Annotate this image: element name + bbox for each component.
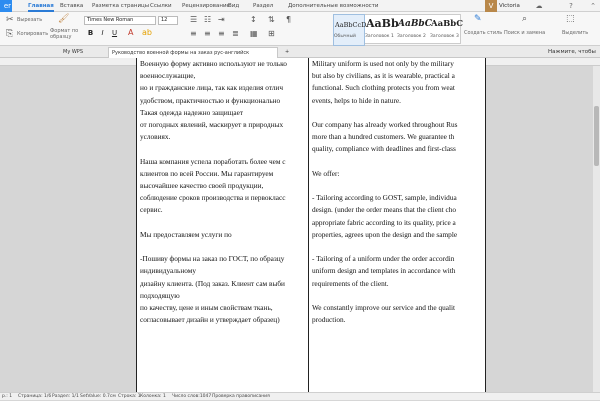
underline-button[interactable]: U	[111, 29, 118, 37]
help-icon[interactable]: ?	[569, 2, 573, 10]
borders-icon[interactable]: ⊞	[268, 29, 275, 38]
text-line: дизайну клиента. (Под заказ. Клиент сам выби	[140, 278, 285, 288]
style-caption: Заголовок 3	[430, 34, 459, 39]
text-line: requirements of the client.	[312, 278, 389, 288]
tab-references[interactable]: Ссылки	[150, 3, 172, 9]
text-line: согласовывает дизайн и утверждает образец)	[140, 315, 280, 325]
blank-line	[137, 143, 308, 155]
user-name[interactable]: Victoria	[499, 3, 520, 9]
blank-line	[309, 180, 485, 192]
text-line: Наша компания успела поработать более чем с	[140, 156, 286, 166]
text-line: но и гражданские лица, так как изделия отлич	[140, 83, 284, 93]
format-painter-icon[interactable]: 🖌	[58, 14, 70, 24]
text-line: высочайшее качество своей продукции,	[140, 181, 264, 191]
document-canvas	[0, 59, 600, 392]
style-heading-3[interactable]	[430, 15, 461, 45]
tab-review[interactable]: Рецензирование	[182, 3, 230, 9]
vertical-scrollbar[interactable]	[593, 66, 600, 392]
bullets-icon[interactable]: ☰	[190, 15, 198, 24]
table-column-russian[interactable]	[136, 58, 309, 398]
text-line: - Tailoring according to GOST, sample, individua	[312, 193, 457, 203]
text-line: - Tailoring of a uniform under the order accordin	[312, 254, 455, 264]
style-heading-2[interactable]	[397, 15, 432, 45]
font-name-select[interactable]: Times New Roman	[84, 16, 156, 25]
text-line: quality, compliance with deadlines and first-class	[312, 144, 456, 154]
italic-button[interactable]: I	[101, 29, 104, 37]
status-line: Строка: 1	[118, 394, 141, 399]
style-sample: AaBb	[366, 17, 399, 30]
text-line: production.	[312, 315, 346, 325]
format-painter-button[interactable]: Формат по образцу	[50, 28, 79, 40]
text-line: -Пошиву формы на заказ по ГОСТ, по образцу	[140, 254, 285, 264]
status-word-count[interactable]: Число слов:1047	[172, 394, 212, 399]
app-menu-button[interactable]: er	[0, 0, 12, 12]
new-style-icon[interactable]: ✎	[474, 14, 482, 24]
text-line: соблюдение сроков производства и первокласс	[140, 193, 286, 203]
cut-icon[interactable]: ✂	[6, 15, 14, 25]
font-color-icon[interactable]: A	[128, 28, 134, 37]
ribbon-home	[0, 12, 600, 46]
highlight-icon[interactable]: ab	[142, 28, 152, 37]
text-line: условиях.	[140, 132, 171, 142]
tab-current-document[interactable]: Руководство военной формы на заказ рус-английск	[108, 47, 278, 58]
line-spacing-icon[interactable]: ↕	[250, 15, 257, 24]
collapse-ribbon-icon[interactable]: ⌃	[590, 2, 596, 10]
copy-icon[interactable]: ⎘	[6, 29, 14, 39]
text-line: удобством, практичностью и функционально	[140, 95, 281, 105]
align-center-icon[interactable]: ≡	[204, 29, 211, 38]
select-button[interactable]: Выделить	[562, 30, 589, 36]
style-sample: AaBbCcD	[335, 21, 367, 29]
tab-extra-features[interactable]: Дополнительные возможности	[288, 3, 379, 9]
search-hint[interactable]: Нажмите, чтобы	[548, 49, 596, 55]
copy-button[interactable]: Копировать	[17, 31, 49, 37]
text-line: индивидуальному	[140, 266, 196, 276]
text-line: We constantly improve our service and the qualit	[312, 302, 456, 312]
status-page-number: р.: 1	[2, 394, 13, 399]
text-line: properties, agrees upon the design and the sample	[312, 229, 458, 239]
blank-line	[309, 107, 485, 119]
tab-my-wps[interactable]: My WPS	[63, 49, 83, 55]
style-caption: Заголовок 2	[397, 34, 426, 39]
status-column: Колонка: 1	[140, 394, 166, 399]
style-heading-1[interactable]	[365, 15, 399, 45]
text-line: от погодных явлений, маскирует в природных	[140, 120, 284, 130]
blank-line	[309, 241, 485, 253]
align-right-icon[interactable]: ≡	[218, 29, 225, 38]
text-line: по качеству, цене и иным свойствам ткань,	[140, 303, 273, 313]
status-bar	[0, 392, 600, 400]
scrollbar-thumb[interactable]	[594, 106, 599, 166]
new-style-button[interactable]: Создать стиль	[464, 30, 503, 36]
text-line: more than a hundred customers. We guarantee th	[312, 132, 455, 142]
styles-gallery	[333, 14, 461, 44]
font-size-select[interactable]: 12	[158, 16, 178, 25]
text-line: Такая одежда надежно защищает	[140, 107, 244, 117]
text-line: functional. Such clothing protects you from weat	[312, 83, 455, 93]
tab-home[interactable]: Главная	[28, 1, 54, 12]
menu-tab-strip	[0, 0, 600, 12]
text-line: but also by civilians, as it is wearable, practical a	[312, 71, 455, 81]
text-line: design. (under the order means that the client cho	[312, 205, 457, 215]
text-line: appropriate fabric according to its quality, price a	[312, 217, 456, 227]
status-spellcheck[interactable]: Проверка правописания	[212, 394, 270, 399]
numbering-icon[interactable]: ☷	[204, 15, 212, 24]
show-marks-icon[interactable]: ¶	[286, 15, 292, 24]
document-page[interactable]	[136, 58, 486, 398]
tab-insert[interactable]: Вставка	[60, 3, 84, 9]
style-sample: AaBbC	[398, 19, 432, 29]
status-page[interactable]: Страница: 1/6	[18, 394, 52, 399]
find-replace-button[interactable]: Поиск и замена	[504, 30, 546, 36]
text-line: events, helps to hide in nature.	[312, 95, 401, 105]
status-section: Раздел: 1/1	[52, 394, 79, 399]
document-tab-bar	[0, 46, 600, 58]
blank-line	[309, 156, 485, 168]
style-caption: Заголовок 1	[365, 34, 394, 39]
text-line: Военную форму активно используют не только	[140, 59, 287, 68]
cut-button[interactable]: Вырезать	[17, 17, 43, 23]
sort-icon[interactable]: ⇅	[268, 15, 275, 24]
style-caption: Обычный	[334, 34, 356, 39]
find-replace-icon[interactable]: ⌕	[522, 14, 528, 24]
bold-button[interactable]: B	[87, 29, 94, 37]
user-area	[485, 0, 600, 12]
blank-line	[137, 217, 308, 229]
tab-view[interactable]: Вид	[228, 3, 240, 9]
justify-icon[interactable]: ≣	[232, 29, 239, 38]
status-setvalue: SetValue: 0.7см	[80, 394, 116, 399]
text-line: Мы предоставляем услуги по	[140, 229, 232, 239]
text-line: Our company has already worked throughout Rus	[312, 120, 458, 129]
text-line: сервис.	[140, 205, 163, 215]
table-column-english[interactable]	[309, 58, 486, 398]
add-tab-button[interactable]: +	[285, 49, 290, 55]
text-line: клиентов по всей России. Мы гарантируем	[140, 168, 274, 178]
style-normal[interactable]	[334, 15, 367, 45]
indent-icon[interactable]: ⇥	[218, 15, 225, 24]
cloud-sync-icon[interactable]: ☁	[535, 2, 543, 10]
blank-line	[309, 290, 485, 302]
avatar[interactable]: V	[485, 0, 497, 12]
text-line: We offer:	[312, 168, 340, 178]
blank-line	[137, 241, 308, 253]
style-sample: AaBbC	[431, 19, 463, 29]
text-line: военнослужащие,	[140, 71, 196, 81]
tab-section[interactable]: Раздел	[253, 3, 274, 9]
shading-icon[interactable]: ▦	[250, 29, 258, 38]
text-line: uniform design and templates in accordance with	[312, 266, 456, 276]
select-icon[interactable]: ⬚	[566, 14, 575, 24]
text-line: Military uniform is used not only by the military	[312, 59, 454, 68]
text-line: подходящую	[140, 290, 180, 300]
align-left-icon[interactable]: ≡	[190, 29, 197, 38]
tab-page-layout[interactable]: Разметка страницы	[92, 3, 150, 9]
